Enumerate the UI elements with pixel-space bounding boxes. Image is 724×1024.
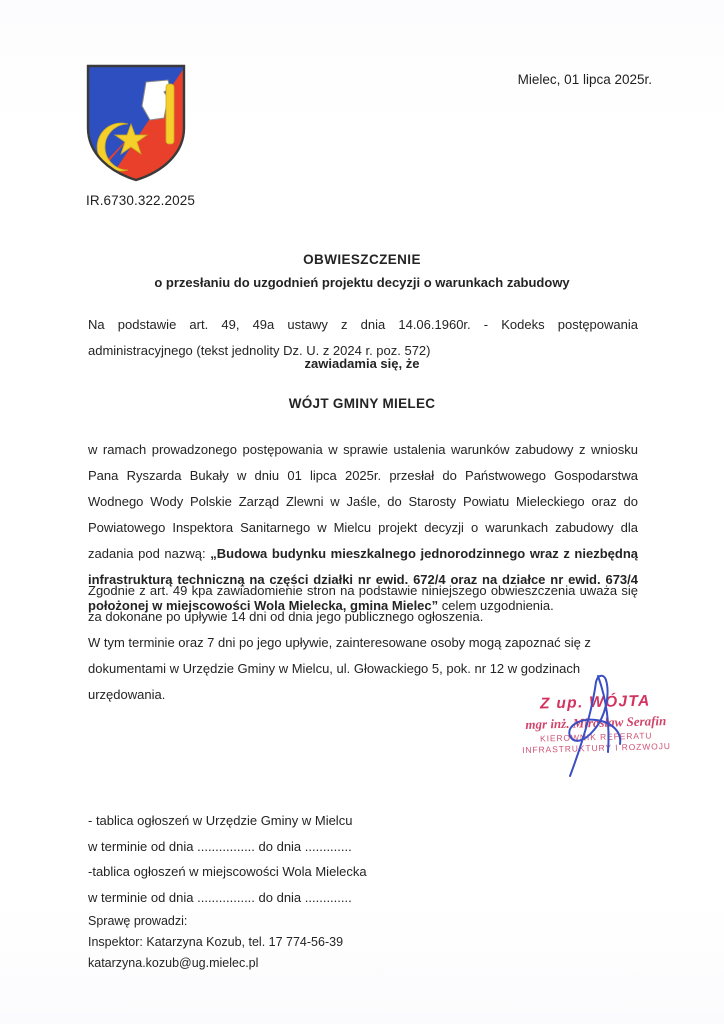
deadline-paragraph: W tym terminie oraz 7 dni po jego upływie, zainteresowane osoby mogą zapoznać się z dokumentami w Urzędzie Gminy w Mielcu, ul. Głowackiego 5, pok. nr 12 w godzinach urzędowania. [88,635,591,702]
main-paragraph-outro: celem uzgodnienia. [438,598,554,613]
place-and-date: Mielec, 01 lipca 2025r. [517,72,652,87]
contact-inspector: Inspektor: Katarzyna Kozub, tel. 17 774-56-39 [88,935,344,949]
main-paragraph-intro: w ramach prowadzonego postępowania w sprawie ustalenia warunków zabudowy z wniosku Pana Ryszarda Bukały w dniu 01 lipca 2025r. przesłał do Państwowego Gospodarstwa Wodnego Wody Polskie Zarząd Zlewni w Jaśle, do Starosty Powiatu Mieleckiego oraz do Powiatowego Inspektora Sanitarnego w Mielcu projekt decyzji o warunkach zabudowy dla zadania pod nazwą: [88,442,638,561]
notification-line: zawiadamia się, że [304,356,420,371]
project-name: Budowa budynku mieszkalnego jednorodzinnego wraz z niezbędną infrastrukturą techniczną na części działki nr ewid. 672/4 oraz na działce nr ewid. 673/4 położonej w miejscowości Wola Mielecka, gmina Mielec [88,546,638,613]
posting-list [88,808,367,910]
legal-basis-paragraph: Na podstawie art. 49, 49a ustawy z dnia 14.06.1960r. - Kodeks postępowania administracyjnego (tekst jednolity Dz. U. z 2024 r. poz. 572) [88,317,638,358]
stamp-department-line: INFRASTRUKTURY I ROZWOJU [522,740,672,756]
coat-of-arms-icon [84,62,188,184]
page-title: OBWIESZCZENIE [303,252,421,267]
posting-item-2-dates: w terminie od dnia ................ do dnia ............. [88,889,352,905]
posting-item-2: -tablica ogłoszeń w miejscowości Wola Mielecka [88,864,367,879]
contact-block [88,911,343,974]
article-49-paragraph: Zgodnie z art. 49 kpa zawiadomienie stron na podstawie niniejszego obwieszczenia uważa się za dokonane po upływie 14 dni od dnia jego publicznego ogłoszenia. [88,583,638,624]
project-quote-close: ” [431,598,439,613]
official-stamp [497,691,695,766]
stamp-position-line: KIEROWNIK REFERATU [539,730,653,744]
contact-label: Sprawę prowadzi: [88,914,188,928]
project-quote-open: „ [210,546,217,561]
page-subtitle: o przesłaniu do uzgodnień projektu decyzji o warunkach zabudowy [154,275,570,290]
stamp-deputy-line: Z up. WÓJTA [539,692,651,713]
posting-item-1-dates: w terminie od dnia ................ do dnia ............. [88,838,352,854]
reference-number: IR.6730.322.2025 [86,193,195,208]
issuing-authority: WÓJT GMINY MIELEC [288,396,436,411]
posting-item-1: - tablica ogłoszeń w Urzędzie Gminy w Mielcu [88,813,353,828]
stamp-name-line: mgr inż. Mirosław Serafin [525,713,667,732]
contact-email: katarzyna.kozub@ug.mielec.pl [88,956,259,970]
